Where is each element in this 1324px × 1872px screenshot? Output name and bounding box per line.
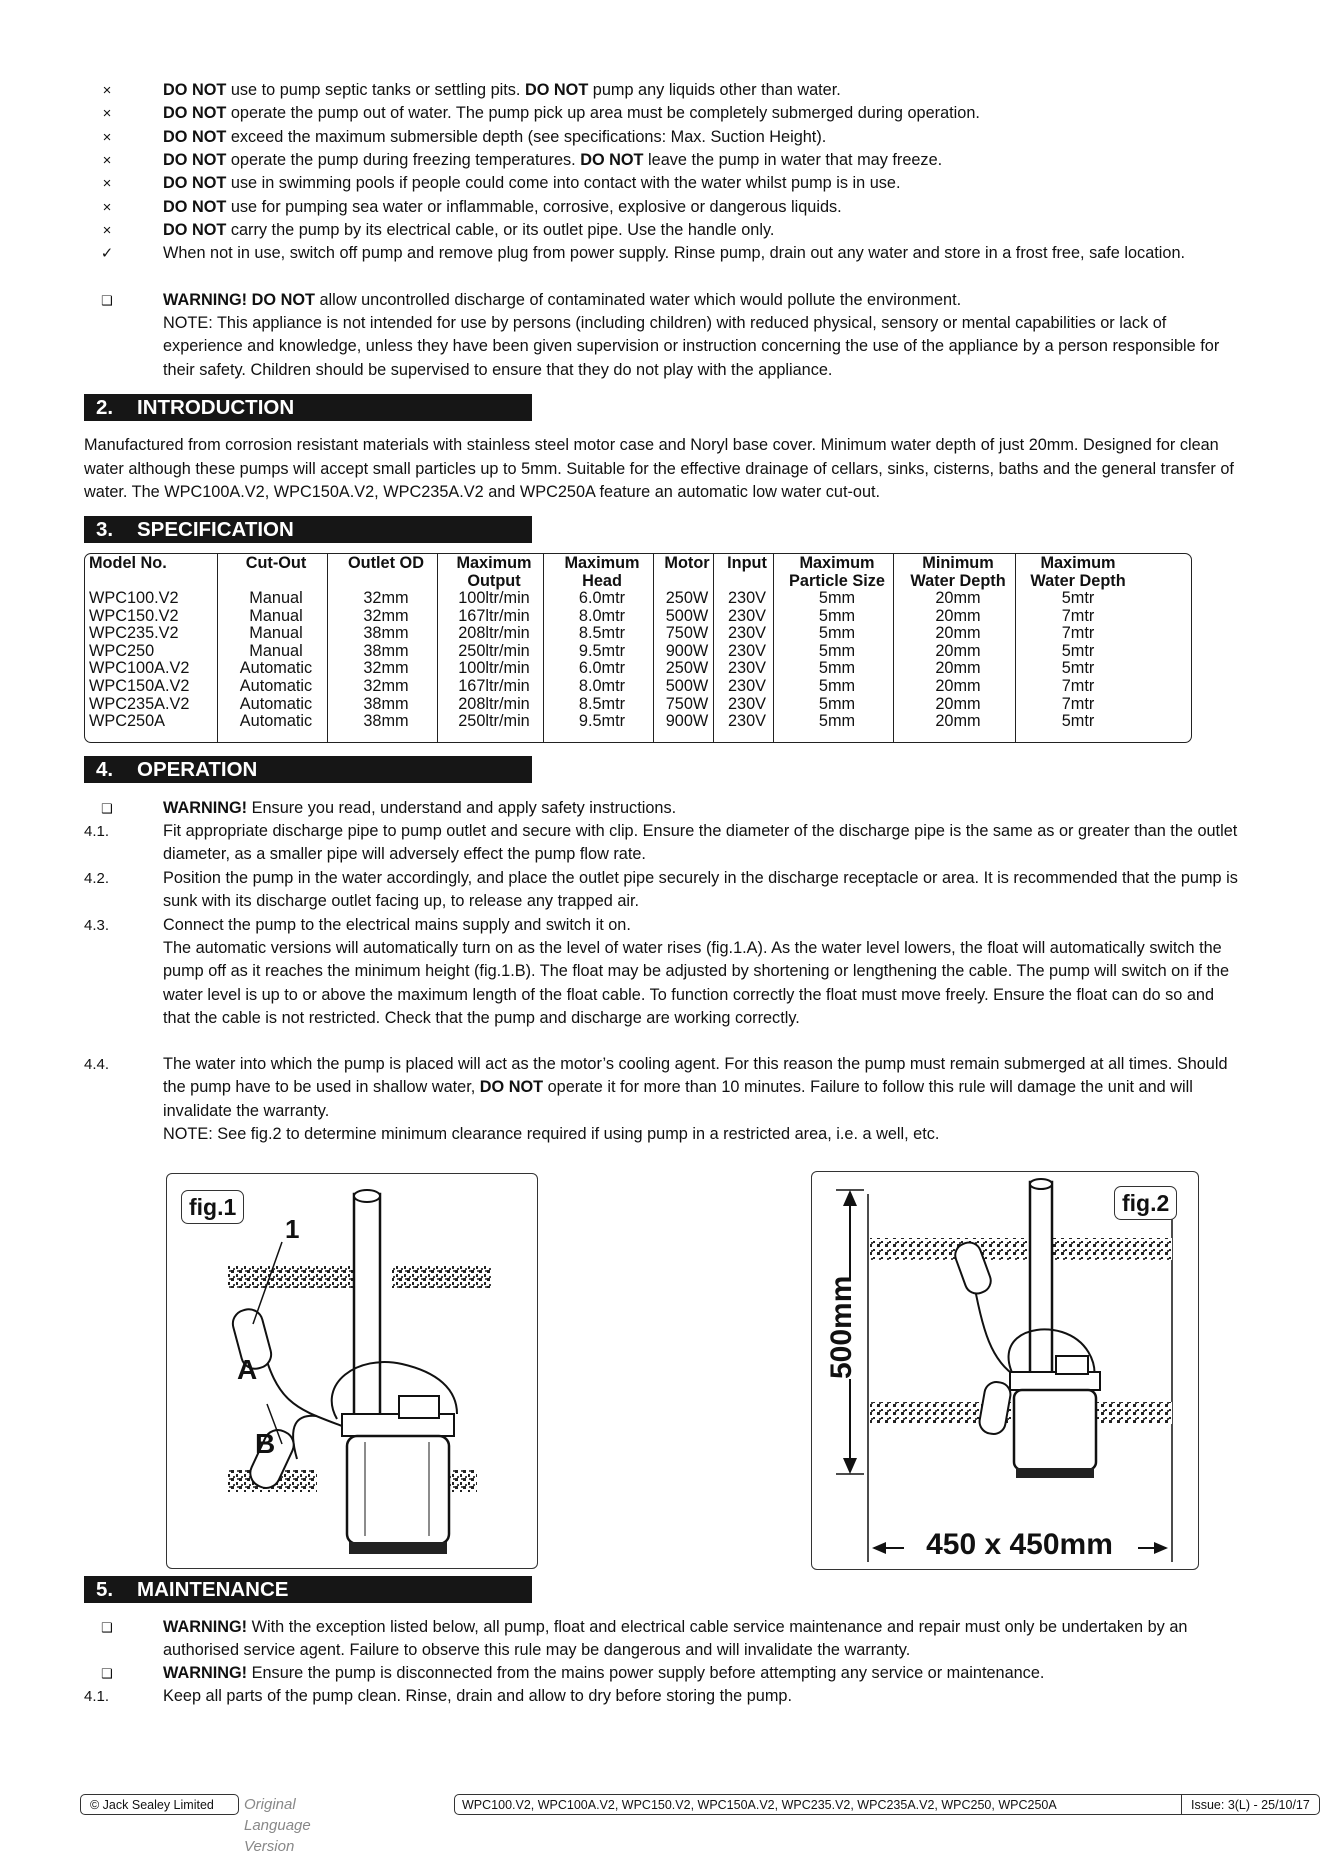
list-item [84,242,1244,265]
list-marker: 4.1. [84,823,110,840]
column-header-sub: Water Depth [910,571,1006,590]
list-item [84,1616,1244,1663]
list-item [84,914,1244,937]
list-item [84,219,1244,242]
section-header-operation [84,756,532,783]
list-text [163,1662,1244,1685]
pump-switch-box [399,1396,439,1418]
float-cable-high [262,1344,342,1426]
pipe-top [354,1190,380,1202]
list-item [84,867,1244,914]
list-text [163,102,1244,125]
table-cell: 5mm [818,676,856,695]
figure-1-label: fig.1 [181,1190,244,1224]
list-text [163,1685,1244,1708]
list-item [84,937,1244,1030]
text-run: Position the pump in the water accordingly, and place the outlet pipe securely in the discharge receptacle or area. It is recommended that the pump is sunk with its discharge outlet facing up, to release any trapped air. [163,869,1238,911]
bold-text: DO NOT [163,81,227,99]
callout-b: B [255,1428,276,1459]
column-header: Input [727,554,767,572]
list-marker: × [102,82,112,99]
text-run: With the exception listed below, all pump, float and electrical cable service maintenance and repair must only be undertaken by an authorised service agent. Failure to observe this rule may be dangerous and will invalidate the warranty. [163,1618,1188,1660]
table-cell: WPC100.V2 [89,589,179,607]
table-cell: 250W [665,589,709,607]
outlet-pipe [1030,1182,1052,1382]
table-cell: 5mm [818,589,856,607]
introduction-text: Manufactured from corrosion resistant materials with stainless steel motor case and Noryl base cover. Minimum water depth of just 20mm. Designed for clean water although these pumps will accept small particles up to 5mm. Suitable for the effective drainage of cellars, sinks, cisterns, baths and the general transfer of water. The WPC100A.V2, WPC150A.V2, WPC235A.V2 and WPC250A feature an automatic low water cut-out. [84,436,1234,501]
table-cell: 32mm [363,589,409,607]
list-text [163,289,1244,312]
column-header-sub [717,573,777,591]
text-run: Ensure the pump is disconnected from the mains power supply before attempting any service or maintenance. [247,1664,1045,1682]
table-cell: 32mm [363,676,409,695]
figure-1 [166,1173,538,1569]
text-run: allow uncontrolled discharge of contaminated water which would pollute the environment. [314,291,962,309]
column-header-sub [657,573,717,591]
float-low [978,1380,1013,1436]
list-text [163,196,1244,219]
column-header: Maximum [456,554,532,572]
list-item [84,289,1244,312]
table-cell: 900W [665,712,709,731]
list-text [163,126,1244,149]
table-cell: 7mtr [1061,624,1095,643]
table-cell: 230V [727,659,767,678]
table-cell: 230V [727,589,767,607]
pump-base [1016,1468,1094,1478]
outlet-pipe [354,1194,380,1424]
bold-text: WARNING! [163,1664,248,1682]
table-cell: Manual [249,641,303,660]
table-cell: 8.5mtr [578,694,626,713]
table-cell: 230V [727,624,767,643]
table-row [85,625,1137,643]
table-cell: 5mtr [1061,641,1095,660]
text-run: Keep all parts of the pump clean. Rinse, drain and allow to dry before storing the pump. [163,1687,792,1705]
table-cell: 7mtr [1061,606,1095,625]
table-cell: 5mm [818,606,856,625]
table-cell: 750W [665,624,709,643]
table-cell: WPC150.V2 [89,606,179,625]
table-row [85,608,1137,626]
table-cell: 38mm [363,641,409,660]
section-header-maintenance [84,1576,532,1603]
table-cell: WPC250 [89,641,155,660]
table-cell: 20mm [935,641,981,660]
table-cell: Automatic [239,659,313,678]
list-marker: 4.3. [84,917,110,934]
pump-switch-box [1056,1356,1088,1374]
figure-2-illustration [812,1172,1199,1570]
table-cell: 750W [665,694,709,713]
list-item [84,149,1244,172]
list-marker: ❑ [101,293,113,308]
table-cell: 500W [665,676,709,695]
table-cell: 7mtr [1061,676,1095,695]
table-cell: 8.0mtr [578,676,626,695]
text-run: use in swimming pools if people could come into contact with the water whilst pump is in use. [226,174,901,192]
section-number: 5. [96,1578,114,1601]
table-cell: 100ltr/min [458,659,530,678]
list-item [84,196,1244,219]
original-language-note: Original Language Version [244,1796,311,1855]
list-marker: ❑ [101,1666,113,1681]
water-level-high-right [392,1266,492,1288]
column-header-sub: Output [467,571,521,590]
bold-text: DO NOT [479,1078,544,1097]
section-header-specification [84,516,532,543]
column-header: Motor [664,554,710,572]
list-text [163,914,1244,937]
text-run: leave the pump in water that may freeze. [643,151,943,169]
height-dimension-label: 500mm [825,1275,858,1379]
list-marker: × [102,129,112,146]
list-marker: × [102,199,112,216]
column-header-sub: Water Depth [1030,571,1126,590]
table-cell: WPC100A.V2 [89,659,190,678]
column-header: Maximum [1040,554,1116,572]
section-number: 2. [96,396,114,419]
list-marker: ❑ [101,1620,113,1635]
list-marker: × [102,152,112,169]
list-item [84,126,1244,149]
table-cell: 230V [727,606,767,625]
table-cell: 9.5mtr [578,712,626,731]
list-text [163,149,1244,172]
table-cell: 5mm [818,641,856,660]
text-run: operate the pump out of water. The pump pick up area must be completely submerged during operation. [226,104,980,122]
table-row [85,678,1137,696]
table-cell: 230V [727,712,767,731]
table-cell: 8.0mtr [578,606,626,625]
text-run: Ensure you read, understand and apply safety instructions. [247,799,677,817]
copyright-box: © Jack Sealey Limited [80,1794,239,1815]
list-item [84,1053,1244,1123]
column-header: Maximum [564,554,640,572]
list-item [84,820,1244,867]
section-title: MAINTENANCE [137,1578,289,1601]
list-marker: 4.4. [84,1056,110,1073]
table-cell: 208ltr/min [458,624,530,643]
list-marker: × [102,175,112,192]
table-cell: 20mm [935,606,981,625]
list-marker: ❑ [101,801,113,816]
bold-text: DO NOT [580,151,644,169]
table-cell: 230V [727,676,767,695]
footer-issue: Issue: 3(L) - 25/10/17 [1191,1798,1310,1812]
list-text [163,1053,1244,1123]
list-item [84,797,1244,820]
table-cell: 20mm [935,624,981,643]
table-cell: WPC235.V2 [89,624,179,643]
text-run: NOTE: This appliance is not intended for use by persons (including children) with reduced physical, sensory or mental capabilities or lack of experience and knowledge, unless they have been given supervision or instruction concerning the use of the appliance by a person responsible for their safety. Children should be supervised to ensure that they do not play with the appliance. [163,314,1220,379]
list-marker: × [102,222,112,239]
water-level-high-left [227,1266,362,1288]
footer-models: WPC100.V2, WPC100A.V2, WPC150.V2, WPC150A.V2, WPC235.V2, WPC235A.V2, WPC250, WPC250A [462,1798,1057,1812]
table-cell: 32mm [363,606,409,625]
table-cell: 100ltr/min [458,589,530,607]
table-row [85,696,1137,714]
list-text [163,219,1244,242]
list-item [84,312,1244,382]
footer-divider [1181,1795,1182,1814]
bold-text: WARNING! DO NOT [163,291,315,309]
list-marker: 4.2. [84,870,110,887]
table-cell: 230V [727,694,767,713]
column-header-sub: Head [582,571,622,590]
text-run: The automatic versions will automatically turn on as the level of water rises (fig.1.A). As the water level lowers, the float will automatically switch the pump off as it reaches the minimum height (fig.1.B). The float may be adjusted by shortening or lengthening the cable. The pump will switch on if the water level is up to or above the maximum length of the float cable. To function correctly the float must move freely. Ensure the float can do so and that the cable is not restricted. Check that the pump and discharge are working correctly. [163,939,1230,1027]
section-number: 3. [96,518,114,541]
bold-text: WARNING! [163,1618,248,1636]
table-cell: 20mm [935,712,981,731]
bold-text: WARNING! [163,799,248,817]
table-cell: 250W [665,659,709,678]
table-cell: Automatic [239,676,313,695]
list-marker: ✓ [100,245,114,262]
table-cell: 38mm [363,712,409,731]
text-run: NOTE: See fig.2 to determine minimum clearance required if using pump in a restricted area, i.e. a well, etc. [163,1125,940,1143]
list-text [163,312,1244,382]
text-run: use to pump septic tanks or settling pits. [226,81,525,99]
callout-1: 1 [285,1214,300,1244]
water-level-top [870,1238,1172,1260]
list-text [163,867,1244,914]
table-cell: 167ltr/min [458,606,530,625]
list-text [163,242,1244,265]
table-cell: 5mm [818,624,856,643]
list-text [163,172,1244,195]
figure-1-illustration [167,1174,538,1569]
text-run: operate the pump during freezing temperatures. [226,151,581,169]
table-cell: 6.0mtr [578,589,626,607]
section-title: OPERATION [137,758,258,781]
column-header: Maximum [799,554,875,572]
section-number: 4. [96,758,114,781]
table-cell: 8.5mtr [578,624,626,643]
table-cell: 5mtr [1061,589,1095,607]
table-cell: 9.5mtr [578,641,626,660]
list-item [84,1123,1244,1146]
table-cell: 7mtr [1061,694,1095,713]
column-header: Outlet OD [348,554,424,572]
text-run: exceed the maximum submersible depth (see specifications: Max. Suction Height). [226,128,827,146]
table-cell: Automatic [239,694,313,713]
table-cell: 20mm [935,659,981,678]
column-header: Cut-Out [245,554,307,572]
text-run: pump any liquids other than water. [588,81,841,99]
table-cell: 900W [665,641,709,660]
section-title: INTRODUCTION [137,396,295,419]
bold-text: DO NOT [163,151,227,169]
list-item [84,172,1244,195]
table-cell: WPC150A.V2 [89,676,190,695]
list-marker: 4.1. [84,1688,110,1705]
bold-text: DO NOT [163,198,227,216]
list-marker: × [102,105,112,122]
table-cell: 500W [665,606,709,625]
list-item [84,1662,1244,1685]
table-cell: Manual [249,606,303,625]
table-cell: 38mm [363,624,409,643]
models-issue-box [454,1794,1320,1815]
table-cell: 5mm [818,659,856,678]
bold-text: DO NOT [163,104,227,122]
column-header: Minimum [922,554,994,572]
column-header-sub [331,573,441,591]
table-cell: 250ltr/min [458,641,530,660]
column-header: Model No. [89,554,167,572]
table-cell: 32mm [363,659,409,678]
list-item [84,102,1244,125]
section-title: SPECIFICATION [137,518,294,541]
text-run: The water into which the pump is placed will act as the motor’s cooling agent. For this reason the pump must remain submerged at all times. Should the pump have to be used in shallow water, [163,1055,1228,1097]
pump-body [1014,1390,1096,1470]
bold-text: DO NOT [524,81,589,99]
table-cell: WPC235A.V2 [89,694,190,713]
table-cell: 5mtr [1061,659,1095,678]
list-text [163,1616,1244,1663]
column-header-sub: Particle Size [789,571,885,590]
text-run: Connect the pump to the electrical mains supply and switch it on. [163,916,631,934]
text-run: operate it for more than 10 minutes. Failure to follow this rule will damage the unit and will invalidate the warranty. [163,1078,1193,1120]
float-cable-low [293,1416,317,1459]
section-header-introduction [84,394,532,421]
table-cell: WPC250A [89,712,166,731]
figure-2-label: fig.2 [1114,1186,1177,1220]
table-cell: 6.0mtr [578,659,626,678]
text-run: use for pumping sea water or inflammable, corrosive, explosive or dangerous liquids. [226,198,842,216]
table-cell: Manual [249,624,303,643]
table-cell: Manual [249,589,303,607]
table-cell: 5mm [818,712,856,731]
list-text [163,1123,1244,1146]
specification-table [84,553,1192,743]
table-row [85,590,1137,608]
table-cell: 208ltr/min [458,694,530,713]
text-run: carry the pump by its electrical cable, or its outlet pipe. Use the handle only. [226,221,775,239]
text-run: Fit appropriate discharge pipe to pump outlet and secure with clip. Ensure the diameter of the discharge pipe is the same as or greater than the outlet diameter, as a smaller pipe will adversely effect the pump flow rate. [163,822,1238,864]
width-dimension-label: 450 x 450mm [926,1528,1113,1561]
list-item [84,1685,1244,1708]
table-cell: 20mm [935,676,981,695]
table-row [85,643,1137,661]
list-text [163,79,1244,102]
column-header-sub [221,573,331,591]
table-cell: 250ltr/min [458,712,530,731]
table-row [85,660,1137,678]
pump-base [349,1542,447,1554]
table-cell: 38mm [363,694,409,713]
table-cell: 167ltr/min [458,676,530,695]
bold-text: DO NOT [163,221,227,239]
text-run: When not in use, switch off pump and remove plug from power supply. Rinse pump, drain out any water and store in a frost free, safe location. [163,244,1186,262]
list-text [163,797,1244,820]
list-item [84,79,1244,102]
table-cell: 5mtr [1061,712,1095,731]
bold-text: DO NOT [163,128,227,146]
table-row [85,713,1137,731]
callout-a: A [237,1354,258,1385]
column-header-sub [85,573,221,591]
table-cell: 230V [727,641,767,660]
table-cell: 20mm [935,694,981,713]
bold-text: DO NOT [163,174,227,192]
table-cell: 20mm [935,589,981,607]
list-text [163,937,1244,1030]
pump-body [347,1436,449,1544]
figure-2 [811,1171,1199,1570]
list-text [163,820,1244,867]
table-cell: 5mm [818,694,856,713]
table-cell: Automatic [239,712,313,731]
